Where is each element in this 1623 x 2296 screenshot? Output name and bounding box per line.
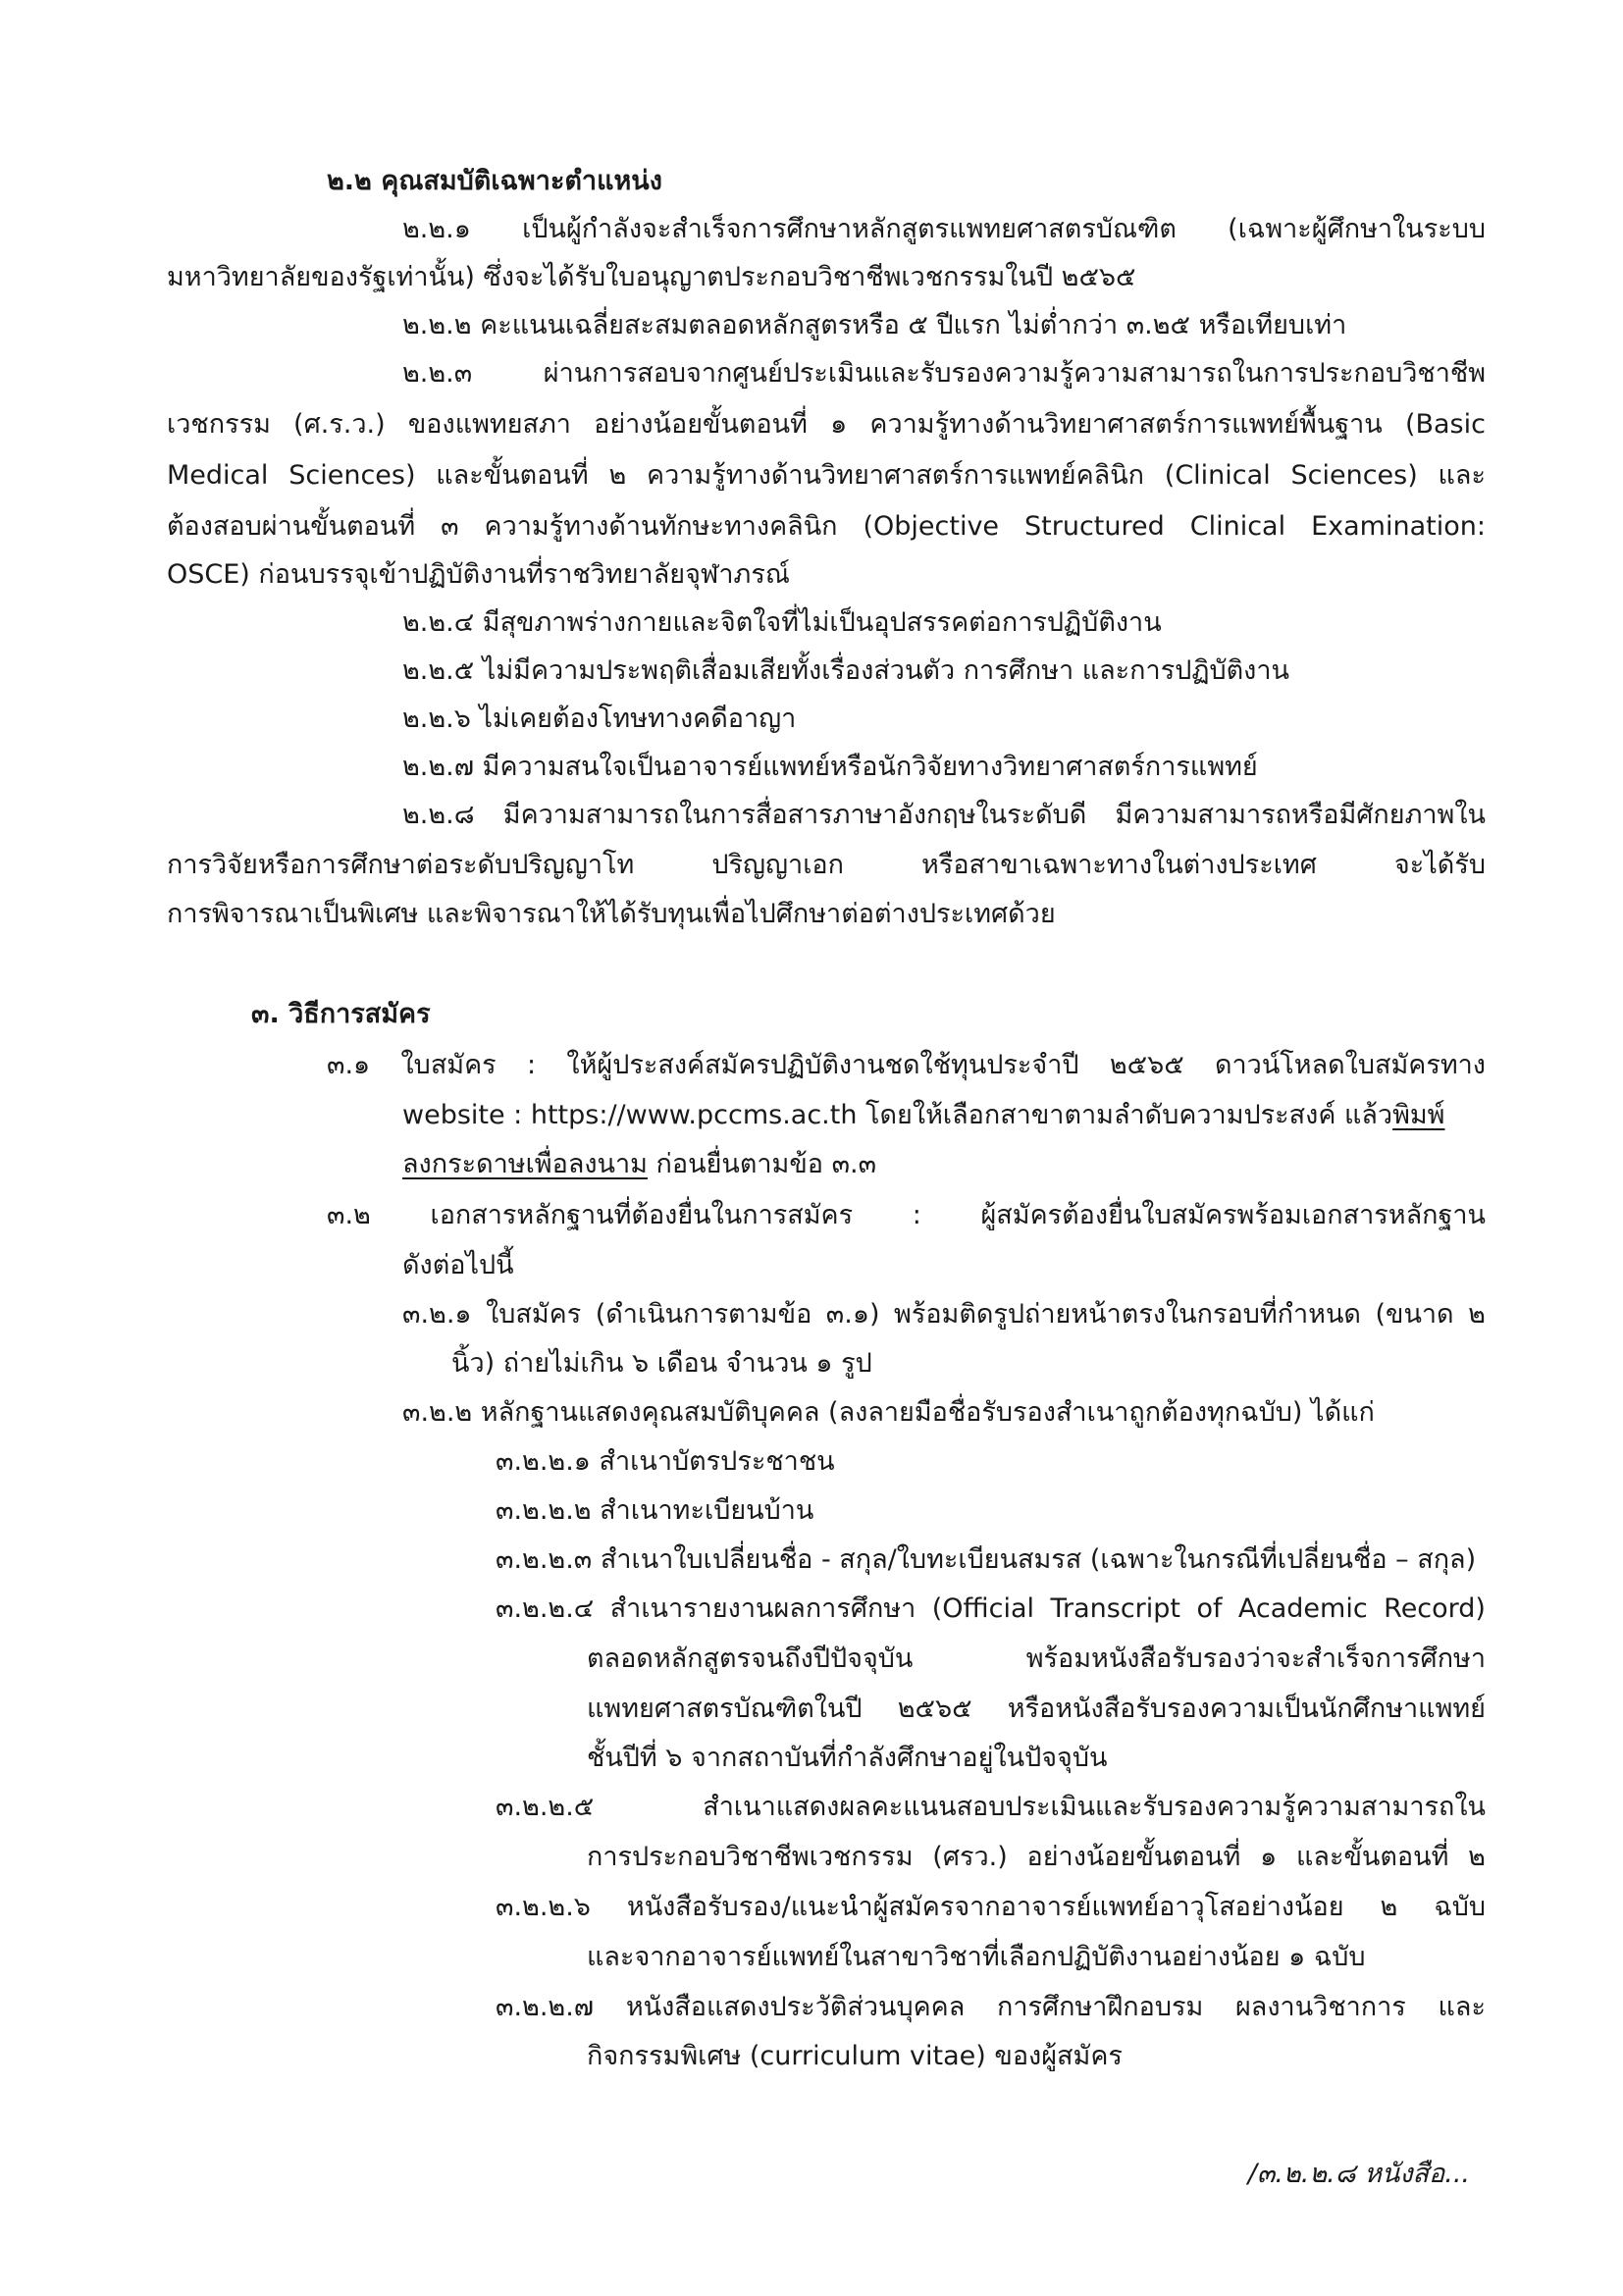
item-2-2-2: ๒.๒.๒ คะแนนเฉลี่ยสะสมตลอดหลักสูตรหรือ ๕ ปีแรก ไม่ต่ำกว่า ๓.๒๕ หรือเทียบเท่า <box>402 310 1347 340</box>
item-3-2-2-4-line-1: ๓.๒.๒.๔ สำเนารายงานผลการศึกษา (Official Transcript of Academic Record) <box>496 1593 1486 1624</box>
item-2-2-3-line-2: เวชกรรม (ศ.ร.ว.) ของแพทยสภา อย่างน้อยขั้นตอนที่ ๑ ความรู้ทางด้านวิทยาศาสตร์การแพทย์พื้นฐาน (Basic <box>167 409 1486 440</box>
item-2-2-5: ๒.๒.๕ ไม่มีความประพฤติเสื่อมเสียทั้งเรื่องส่วนตัว การศึกษา และการปฏิบัติงาน <box>402 655 1289 686</box>
item-3-2-2-6-line-1: ๓.๒.๒.๖ หนังสือรับรอง/แนะนำผู้สมัครจากอาจารย์แพทย์อาวุโสอย่างน้อย ๒ ฉบับ <box>496 1892 1486 1922</box>
item-3-2-2-1: ๓.๒.๒.๑ สำเนาบัตรประชาชน <box>496 1446 835 1477</box>
item-3-1-line-2 <box>402 1096 1444 1135</box>
page-continuation-footer: /๓.๒.๒.๘ หนังสือ... <box>1247 2159 1470 2189</box>
item-3-1-line-3 <box>402 1145 876 1184</box>
item-3-1-line-1: ๓.๑ ใบสมัคร : ให้ผู้ประสงค์สมัครปฏิบัติงานชดใช้ทุนประจำปี ๒๕๖๕ ดาวน์โหลดใบสมัครทาง <box>327 1050 1486 1080</box>
item-2-2-7: ๒.๒.๗ มีความสนใจเป็นอาจารย์แพทย์หรือนักวิจัยทางวิทยาศาสตร์การแพทย์ <box>402 752 1258 782</box>
item-3-2-2-2: ๓.๒.๒.๒ สำเนาทะเบียนบ้าน <box>496 1495 814 1526</box>
item-3-2-2-5-line-2: การประกอบวิชาชีพเวชกรรม (ศรว.) อย่างน้อยขั้นตอนที่ ๑ และขั้นตอนที่ ๒ <box>587 1842 1486 1872</box>
item-3-2-2-5-line-1: ๓.๒.๒.๕ สำเนาแสดงผลคะแนนสอบประเมินและรับรองความรู้ความสามารถใน <box>496 1792 1486 1822</box>
item-2-2-4: ๒.๒.๔ มีสุขภาพร่างกายและจิตใจที่ไม่เป็นอุปสรรคต่อการปฏิบัติงาน <box>402 607 1162 638</box>
item-2-2-6: ๒.๒.๖ ไม่เคยต้องโทษทางคดีอาญา <box>402 704 797 734</box>
section-3-heading: ๓. วิธีการสมัคร <box>251 999 431 1029</box>
item-3-2-2-line-1: ๓.๒.๒ หลักฐานแสดงคุณสมบัติบุคคล (ลงลายมือชื่อรับรองสำเนาถูกต้องทุกฉบับ) ได้แก่ <box>402 1397 1375 1428</box>
item-3-2-2-4-line-4: ชั้นปีที่ ๖ จากสถาบันที่กำลังศึกษาอยู่ในปัจจุบัน <box>587 1743 1108 1773</box>
item-3-1-line-3-text: ก่อนยื่นตามข้อ ๓.๓ <box>647 1149 877 1179</box>
item-3-2-2-3: ๓.๒.๒.๓ สำเนาใบเปลี่ยนชื่อ - สกุล/ใบทะเบียนสมรส (เฉพาะในกรณีที่เปลี่ยนชื่อ – สกุล) <box>496 1544 1477 1575</box>
item-2-2-3-line-3: Medical Sciences) และขั้นตอนที่ ๒ ความรู้ทางด้านวิทยาศาสตร์การแพทย์คลินิก (Clinical Sciences) และ <box>167 460 1486 491</box>
item-3-1-line-2-text: website : https://www.pccms.ac.th โดยให้เลือกสาขาตามลำดับความประสงค์ แล้ว <box>402 1100 1393 1130</box>
item-3-2-line-1: ๓.๒ เอกสารหลักฐานที่ต้องยื่นในการสมัคร : ผู้สมัครต้องยื่นใบสมัครพร้อมเอกสารหลักฐาน <box>327 1200 1486 1230</box>
item-3-1-underlined-sign: ลงกระดาษเพื่อลงนาม <box>402 1149 648 1179</box>
item-2-2-3-line-4: ต้องสอบผ่านขั้นตอนที่ ๓ ความรู้ทางด้านทักษะทางคลินิก (Objective Structured Clinical Examination: <box>167 511 1486 542</box>
item-2-2-8-line-1: ๒.๒.๘ มีความสามารถในการสื่อสารภาษาอังกฤษในระดับดี มีความสามารถหรือมีศักยภาพใน <box>402 800 1486 830</box>
item-3-2-line-2: ดังต่อไปนี้ <box>402 1250 514 1280</box>
item-2-2-1-line-1: ๒.๒.๑ เป็นผู้กำลังจะสำเร็จการศึกษาหลักสูตรแพทยศาสตรบัณฑิต (เฉพาะผู้ศึกษาในระบบ <box>402 214 1486 244</box>
item-3-2-2-4-line-3: แพทยศาสตรบัณฑิตในปี ๒๕๖๕ หรือหนังสือรับรองความเป็นนักศึกษาแพทย์ <box>587 1694 1486 1724</box>
item-3-2-2-4-line-2: ตลอดหลักสูตรจนถึงปีปัจจุบัน พร้อมหนังสือรับรองว่าจะสำเร็จการศึกษา <box>587 1644 1486 1674</box>
section-2-2-heading: ๒.๒ คุณสมบัติเฉพาะตำแหน่ง <box>327 166 662 196</box>
item-2-2-3-line-5: OSCE) ก่อนบรรจุเข้าปฏิบัติงานที่ราชวิทยาลัยจุฬาภรณ์ <box>167 559 790 590</box>
item-3-2-2-6-line-2: และจากอาจารย์แพทย์ในสาขาวิชาที่เลือกปฏิบัติงานอย่างน้อย ๑ ฉบับ <box>587 1942 1366 1972</box>
item-2-2-8-line-3: การพิจารณาเป็นพิเศษ และพิจารณาให้ได้รับทุนเพื่อไปศึกษาต่อต่างประเทศด้วย <box>167 899 1056 929</box>
item-2-2-3-line-1: ๒.๒.๓ ผ่านการสอบจากศูนย์ประเมินและรับรองความรู้ความสามารถในการประกอบวิชาชีพ <box>402 358 1486 389</box>
item-3-2-1-line-2: นิ้ว) ถ่ายไม่เกิน ๖ เดือน จำนวน ๑ รูป <box>451 1348 872 1379</box>
item-3-2-2-7-line-2: กิจกรรมพิเศษ (curriculum vitae) ของผู้สมัคร <box>587 2041 1123 2071</box>
item-3-1-underlined-print: พิมพ์ <box>1392 1100 1445 1130</box>
item-3-2-1-line-1: ๓.๒.๑ ใบสมัคร (ดำเนินการตามข้อ ๓.๑) พร้อมติดรูปถ่ายหน้าตรงในกรอบที่กำหนด (ขนาด ๒ <box>402 1299 1486 1330</box>
item-2-2-8-line-2: การวิจัยหรือการศึกษาต่อระดับปริญญาโท ปริญญาเอก หรือสาขาเฉพาะทางในต่างประเทศ จะได้รับ <box>167 850 1486 880</box>
item-3-2-2-7-line-1: ๓.๒.๒.๗ หนังสือแสดงประวัติส่วนบุคคล การศึกษาฝึกอบรม ผลงานวิชาการ และ <box>496 1992 1486 2022</box>
item-2-2-1-line-2: มหาวิทยาลัยของรัฐเท่านั้น) ซึ่งจะได้รับใบอนุญาตประกอบวิชาชีพเวชกรรมในปี ๒๕๖๕ <box>167 262 1136 292</box>
